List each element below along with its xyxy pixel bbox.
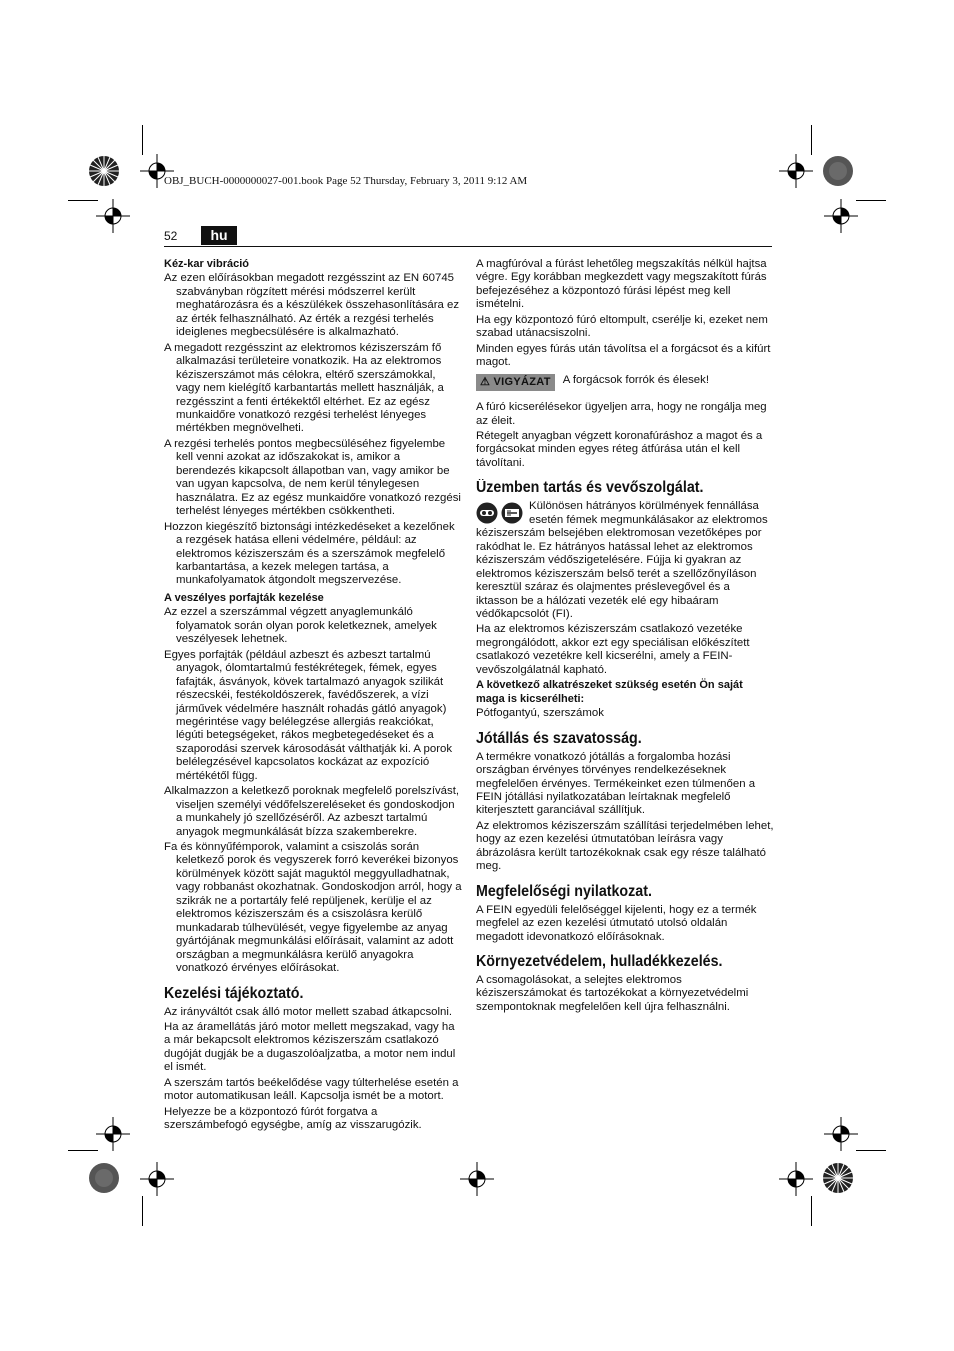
paragraph: Az ezzel a szerszámmal végzett anyaglemunkáló folyamatok során olyan porok keletkeznek, amelyek veszélyesek lehetnek.	[164, 606, 437, 646]
paragraph: Alkalmazzon a keletkező poroknak megfelelő porelszívást, viseljen személyi védőfelszereléseket és gondoskodjon a munkahely jó szellőzéséről. Az azbeszt tartalmú anyagok megmunkálását bízza szakemberekre.	[164, 785, 460, 838]
heading-declaration-of-conformity: Megfelelőségi nyilatkozat.	[476, 882, 652, 900]
paragraph: Ha az áramellátás járó motor mellett megszakad, vagy ha a már bekapcsolt elektromos kéziszerszám csatlakozó dugóját dugják be a dugaszolóaljzatba, a motor nem indul el ismét.	[164, 1021, 456, 1074]
warning-notice	[476, 374, 774, 391]
crosshair-mark-icon	[140, 1162, 174, 1196]
crosshair-mark-icon	[460, 1162, 494, 1196]
crop-line	[811, 1196, 812, 1226]
paragraph: A szerszám tartós beékelődése vagy túlterhelése esetén a motor automatikusan leáll. Kapcsolja ismét be a motort.	[164, 1076, 459, 1103]
paragraph: Fa és könnyűfémporok, valamint a csiszolás során keletkező porok és vegyszerek forró keverékei bizonyos körülmények között saját maguktól meggyulladhatnak, vagy robbanást okozhatnak. Gondoskodjon arról, hogy a szikrák ne a portartály felé repüljenek, kerülje el az elektromos kéziszerszám és a csiszolásra kerülő munkadarab túlhevülését, vegye figyelembe az anyag gyártójának megmunkálási előírásait, valamint az adott országban a megmunkálásra kerülő anyagokra vonatkozó érvényes előírásokat.	[164, 841, 462, 975]
warning-label: VIGYÁZAT	[493, 375, 551, 388]
paragraph: A termékre vonatkozó jótállás a forgalomba hozási országban érvényes törvényes rendelkezéseknek megfelelően érvényes. Termékeinket ezen túlmenően a FEIN jótállási nyilatkozatában leírtaknak megfelelő kiterjesztett garanciával szállítjuk.	[476, 750, 756, 817]
paragraph: Különösen hátrányos körülmények fennállása esetén fémek megmunkálásakor az elektromos kéziszerszám belsejében elektromosan vezetőképes por rakódhat le. Ez hátrányos hatással lehet az elektromos kéziszerszám védőszigetelésére. Fújja ki gyakran az elektromos kéziszerszám belső terét a szellőzőnyíláson keresztül száraz és olajmentes préslevegővel és a iktasson be a hálózati vezeték elé egy hibaáram védőkapcsolót (FI).	[476, 500, 768, 620]
paragraph: Ha egy központozó fúró eltompult, cserélje ki, ezeket nem szabad utánacsiszolni.	[476, 313, 768, 340]
registration-gray-disc-icon	[88, 1162, 120, 1194]
crop-line	[811, 125, 812, 155]
crosshair-mark-icon	[779, 154, 813, 188]
print-header-line: OBJ_BUCH-0000000027-001.book Page 52 Thursday, February 3, 2011 9:12 AM	[164, 175, 528, 187]
paragraph: A rezgési terhelés pontos megbecsüléséhez figyelembe kell venni azokat az időszakokat is, amikor a berendezés kikapcsolt állapotban van, vagy amikor be van ugyan kapcsolva, de nem kerül ténylegesen használatra. Ez az egész munkaidőre vonatkozó rezgési terhelést lényeges mértékben csökkentheti.	[164, 437, 461, 518]
crosshair-mark-icon	[824, 1117, 858, 1151]
registration-color-wheel-icon	[822, 1162, 854, 1194]
crosshair-mark-icon	[96, 1117, 130, 1151]
registration-color-wheel-icon	[88, 155, 120, 187]
crop-line	[856, 1150, 886, 1151]
crop-line	[142, 125, 143, 155]
crop-line	[68, 200, 98, 201]
paragraph: Az elektromos kéziszerszám szállítási terjedelmében lehet, hogy az ezen kezelési útmutatóban leírásra vagy ábrázolásra került tartozékoknak csak egy része található meg.	[476, 819, 774, 873]
heading-maintenance: Üzemben tartás és vevőszolgálat.	[476, 479, 704, 497]
crosshair-mark-icon	[824, 199, 858, 233]
paragraph: Ha az elektromos kéziszerszám csatlakozó vezetéke megrongálódott, akkor ezt egy speciálisan előkészített csatlakozó vezetékre kell kicserélni, amely a FEIN-vevőszolgálatnál kapható.	[476, 623, 750, 676]
section-title-dust: A veszélyes porfajták kezelése	[164, 591, 324, 604]
compressed-air-icon	[501, 502, 523, 524]
paragraph: Rétegelt anyagban végzett koronafúráshoz a magot és a forgácsokat minden egyes réteg átfúrása után el kell távolítani.	[476, 429, 763, 469]
heading-environment: Környezetvédelem, hulladékkezelés.	[476, 953, 723, 971]
paragraph: A FEIN egyedüli felelőséggel kijelenti, hogy ez a termék megfelel az ezen kezelési útmutató utolsó oldalán megadott idevonatkozó előírásoknak.	[476, 903, 757, 943]
heading-operating-instructions: Kezelési tájékoztató.	[164, 984, 304, 1002]
paragraph: Az ezen előírásokban megadott rezgésszint az EN 60745 szabványban rögzített mérési módszerrel került meghatározásra és a készülékek összehasonlítására ez az érték felhasználható. Az érték a rezgési terhelés ideiglenes megbecsülésére is alkalmazható.	[164, 272, 460, 339]
paragraph: A megadott rezgésszint az elektromos kéziszerszám fő alkalmazási területeire vonatkozik. Ha az elektromos kéziszerszámot más célokra, eltérő szerszámokkal, vagy nem kielégítő karbantartás mellett használják, a rezgésszint a fenti értékektől eltérhet. Ez az egész munkaidőre vonatkozó rezgési terhelést lényeges mértékben megnövelheti.	[164, 341, 444, 435]
left-column	[164, 258, 462, 1135]
paragraph: Helyezze be a központozó fúrót forgatva a szerszámbefogó egységbe, amíg az visszarugózik.	[164, 1105, 422, 1132]
header-rule	[164, 246, 772, 247]
warning-text: A forgácsok forrók és élesek!	[562, 373, 709, 386]
paragraph: A csomagolásokat, a selejtes elektromos kéziszerszámokat és tartozékokat a környezetvédelmi szempontoknak megfelelően kell újra felhasználni.	[476, 974, 749, 1013]
paragraph: Minden egyes fúrás után távolítsa el a forgácsot és a kifúrt magot.	[476, 342, 771, 369]
page-number: 52	[164, 229, 178, 243]
protective-goggles-icon	[476, 502, 498, 524]
section-title-vibration: Kéz-kar vibráció	[164, 258, 249, 270]
crosshair-mark-icon	[779, 1162, 813, 1196]
paragraph: Hozzon kiegészítő biztonsági intézkedéseket a kezelőnek a rezgések hatása elleni védelmére, például: az elektromos kéziszerszám és a szerszámok megfelelő karbantartása, a kezek melegen tartása, a munkafolyamatok átgondolt megszervezése.	[164, 520, 455, 587]
replaceable-parts-title: A következő alkatrészeket szükség esetén Ön saját maga is kicserélheti:	[476, 679, 743, 705]
paragraph: A fúró kicserélésekor ügyeljen arra, hogy ne rongálja meg az éleit.	[476, 401, 767, 427]
paragraph: Pótfogantyú, szerszámok	[476, 707, 604, 720]
crosshair-mark-icon	[96, 199, 130, 233]
crop-line	[856, 200, 886, 201]
registration-gray-disc-icon	[822, 155, 854, 187]
crop-line	[142, 1196, 143, 1226]
language-tab: hu	[201, 226, 237, 245]
paragraph: Egyes porfajták (például azbeszt és azbeszt tartalmú anyagok, ólomtartalmú festékrétegek, fémek, egyes fafajták, ásványok, kövek tartalmazó anyagok szilikát részecskéi, festékoldószerek, favédőszerek, a vízi járművek védelmére használt rohadás gátló anyagok) megérintése vagy belélegzése allergiás reakciókat, légúti betegségeket, rákos megbetegedéseket és a szaporodási szervek károsodását válthatják ki. A porok belélegzésével kapcsolatos kockázat az expozíció mértékétől függ.	[164, 648, 453, 782]
heading-warranty: Jótállás és szavatosság.	[476, 729, 642, 747]
paragraph: Az irányváltót csak álló motor mellett szabad átkapcsolni.	[164, 1005, 453, 1018]
paragraph: A magfúróval a fúrást lehetőleg megszakítás nélkül hajtsa végre. Egy korábban megkezdett vagy megszakított fúrás befejezéséhez a központozó fúrási lépést meg kell ismételni.	[476, 258, 767, 311]
crop-line	[68, 1150, 98, 1151]
maintenance-icons	[476, 502, 523, 524]
warning-badge	[476, 374, 555, 391]
warning-triangle-icon: ⚠	[480, 375, 491, 388]
right-column	[476, 258, 774, 1016]
